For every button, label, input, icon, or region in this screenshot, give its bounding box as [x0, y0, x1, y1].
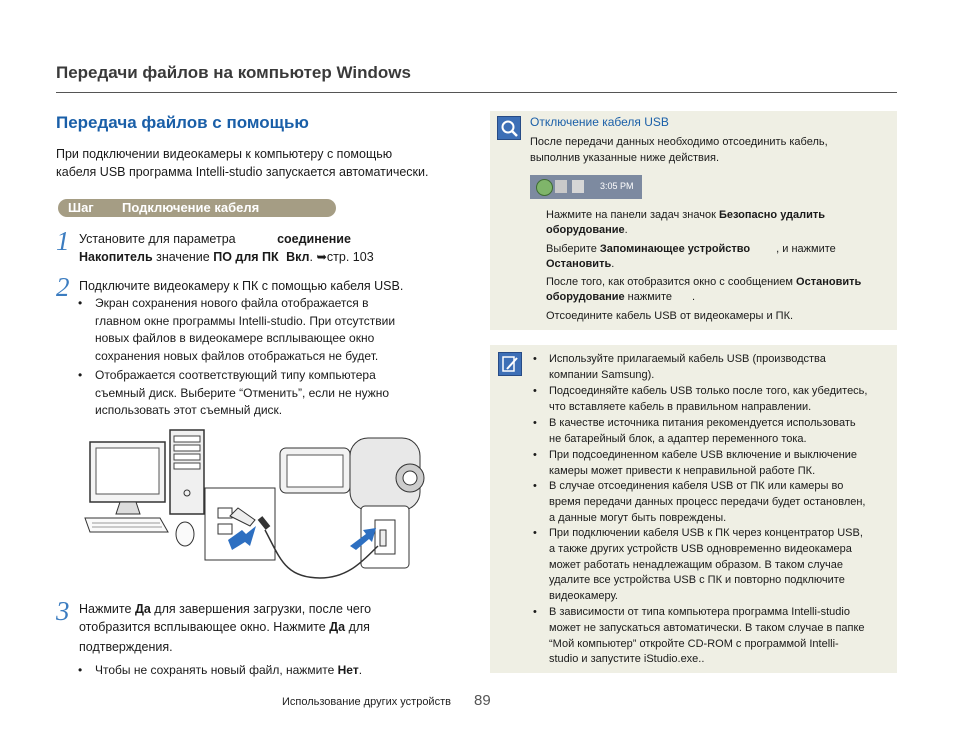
note-line: studio и запустите iStudio.exe.. — [549, 653, 705, 666]
note-item — [533, 526, 893, 605]
note-item — [533, 352, 893, 384]
step-3-text-part: для завершения загрузки, после чего — [150, 602, 372, 616]
taskbar-clock: 3:05 PM — [600, 181, 634, 191]
usb-panel-title: Отключение кабеля USB — [530, 115, 669, 129]
bullet-line: • Экран сохранения нового файла отображается в — [95, 296, 369, 310]
bullet-line: использовать этот съемный диск. — [95, 403, 283, 417]
usb-step-bold: Безопасно удалить — [718, 209, 826, 221]
note-item — [533, 448, 893, 480]
usb-step-3 — [546, 275, 891, 305]
camcorder-icon — [280, 438, 424, 510]
header-divider — [56, 92, 897, 93]
note-line: а данные могут быть повреждены. — [549, 511, 727, 524]
note-line: “Мой компьютер” откройте CD-ROM с программой Intelli- — [549, 637, 839, 650]
usb-panel-intro-line: выполнив указанные ниже действия. — [530, 152, 720, 164]
pc-tower-icon — [170, 430, 204, 514]
page-number: 89 — [474, 692, 491, 709]
step-1-text — [79, 231, 479, 266]
step-3-bold: Да — [329, 619, 346, 634]
step-bar-label: Подключение кабеля — [122, 200, 260, 215]
footer-section: Использование других устройств — [282, 696, 451, 708]
step-3-text — [79, 601, 479, 657]
step-1-text-end: . ➥стр. 103 — [309, 249, 374, 264]
note-item — [533, 416, 893, 448]
usb-step-2 — [546, 242, 891, 272]
page-title: Передача файлов с помощью — [56, 113, 309, 132]
intro-line: кабеля USB программа Intelli-studio запускается автоматически. — [56, 165, 429, 179]
step-1-bold-1: Накопитель — [79, 249, 153, 264]
usb-step-bold: Запоминающее устройство — [599, 243, 751, 255]
bullet-text: . — [358, 663, 363, 677]
taskbar-image — [530, 175, 642, 199]
step-1-bold-2: ПО для ПК — [213, 249, 279, 264]
step-2-bullet — [78, 367, 468, 420]
step-bar-step: Шаг — [68, 200, 94, 215]
note-line: • В качестве источника питания рекомендуется использовать — [549, 417, 856, 429]
note-line: камеры может привести к неправильной работе ПК. — [549, 464, 816, 477]
usb-step-text: Выберите — [546, 243, 600, 255]
note-line: • Используйте прилагаемый кабель USB (производства — [549, 353, 826, 365]
section-header: Передачи файлов на компьютер Windows — [56, 63, 411, 82]
note-item — [533, 479, 893, 526]
note-line: • При подключении кабеля USB к ПК через концентратор USB, — [549, 527, 863, 539]
bullet-line: • Отображается соответствующий типу компьютера — [95, 368, 376, 382]
safely-remove-icon — [536, 179, 553, 196]
step-number-2: 2 — [56, 272, 70, 302]
usb-step-1 — [546, 208, 891, 238]
note-pencil-icon — [498, 352, 522, 376]
note-line: видеокамеру. — [549, 590, 618, 603]
search-icon — [497, 116, 521, 140]
mouse-icon — [176, 522, 194, 546]
usb-step-bold: Остановить — [546, 258, 612, 270]
tray-icon — [555, 180, 567, 193]
usb-step-text: , и нажмите — [776, 243, 836, 255]
usb-step-text: . — [691, 291, 696, 303]
usb-step-bold: оборудование — [546, 224, 625, 236]
note-item — [533, 384, 893, 416]
step-3-text-part: отобразится всплывающее окно. Нажмите — [79, 619, 330, 634]
note-line: может не запускаться автоматически. В таком случае в папке — [549, 621, 865, 634]
bullet-text: Чтобы не сохранять новый файл, нажмите — [95, 663, 338, 677]
note-item — [533, 605, 893, 668]
usb-step-text: . — [624, 224, 628, 236]
step-3-text-part: подтверждения. — [79, 640, 173, 654]
usb-panel-intro — [530, 134, 890, 166]
bullet-bold: Нет — [337, 663, 359, 677]
usb-step-bold: оборудование — [546, 291, 625, 303]
step-number-3: 3 — [56, 596, 70, 626]
note-line: не батарейный блок, а адаптер переменного тока. — [549, 432, 807, 445]
bullet-line: съемный диск. Выберите “Отменить”, если не нужно — [95, 385, 390, 400]
step-3-text-part: Нажмите — [79, 602, 135, 616]
monitor-icon — [90, 442, 165, 514]
bullet-line: главном окне программы Intelli-studio. При отсутствии — [95, 313, 396, 328]
note-line: что вставляете кабель в правильном направлении. — [549, 400, 812, 413]
usb-step-text: Нажмите на панели задач значок — [546, 209, 719, 221]
tray-icon — [572, 180, 584, 193]
usb-step-4: Отсоедините кабель USB от видеокамеры и ПК. — [546, 310, 794, 322]
usb-step-text: После того, как отобразится окно с сообщением — [546, 276, 797, 288]
bullet-line: сохранения новых файлов отображаться не будет. — [95, 348, 379, 363]
usb-step-bold: Остановить — [796, 276, 862, 288]
note-line: время передачи данных процесс передачи будет остановлен, — [549, 495, 866, 508]
usb-step-text: . — [611, 258, 615, 270]
step-3-bold: Да — [134, 602, 151, 616]
step-2-bullet — [78, 295, 468, 365]
note-line: • В зависимости от типа компьютера программа Intelli-studio — [549, 606, 850, 618]
step-3-text-part: для — [345, 619, 370, 634]
step-3-bullet — [78, 662, 468, 680]
step-bar — [58, 199, 336, 217]
step-1-bold-3: Вкл — [286, 249, 310, 264]
note-line: • В случае отсоединения кабеля USB от ПК или камеры во — [549, 480, 844, 492]
bullet-line: новых файлов в видеокамере всплывающее окно — [95, 331, 375, 345]
keyboard-icon — [85, 518, 168, 532]
intro-line: При подключении видеокамеры к компьютеру с помощью — [56, 147, 393, 161]
usb-panel-intro-line: После передачи данных необходимо отсоединить кабель, — [530, 136, 828, 148]
step-1-line1: Установите для параметра — [79, 232, 236, 246]
usb-step-text: нажмите — [624, 291, 672, 303]
note-line: • Подсоединяйте кабель USB только после того, как убедитесь, — [549, 385, 868, 397]
note-line: • При подсоединенном кабеле USB включение и выключение — [549, 449, 858, 461]
connection-illustration — [80, 428, 440, 593]
step-1-text-mid: значение — [152, 249, 214, 264]
step-number-1: 1 — [56, 226, 70, 256]
intro-text — [56, 145, 476, 181]
note-line: компании Samsung). — [549, 368, 655, 381]
note-line: может работать ненадлежащим образом. В таком случае — [549, 558, 844, 571]
step-1-line1-bold: соединение — [277, 232, 351, 246]
note-line: удалите все устройства USB с ПК и повторно подключите — [549, 574, 845, 587]
step-2-text: Подключите видеокамеру к ПК с помощью кабеля USB. — [79, 279, 404, 293]
note-line: а также других устройств USB одновременно видеокамера — [549, 542, 852, 555]
